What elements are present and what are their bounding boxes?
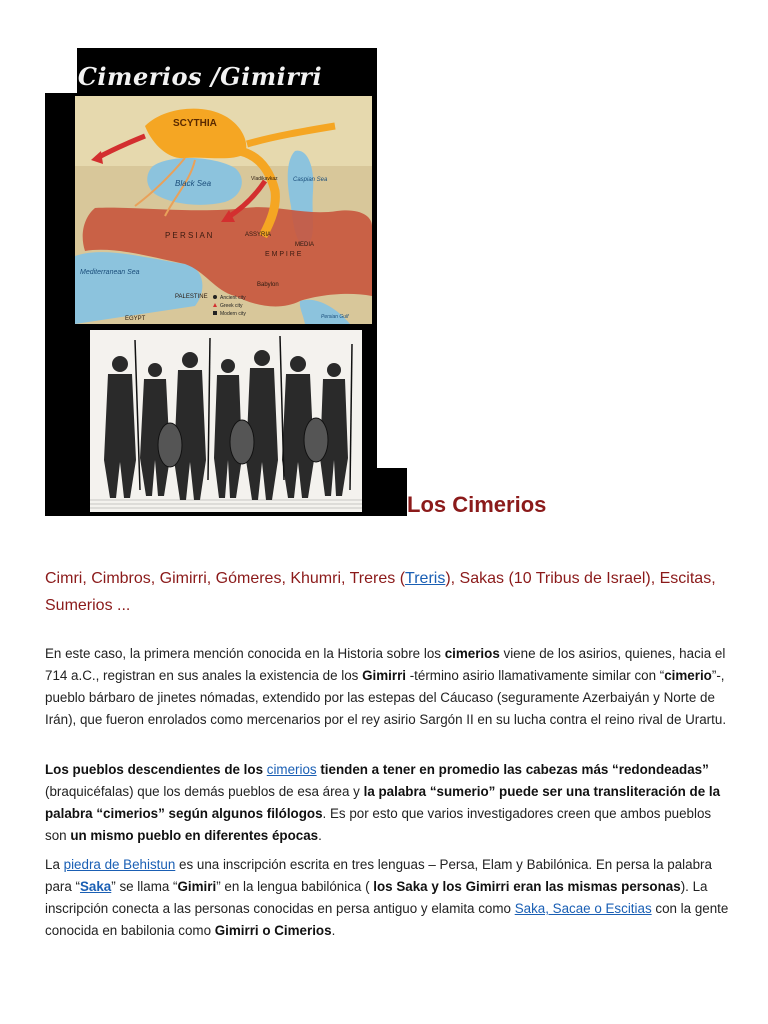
text-run: ). La inscripción conecta a las personas conocidas en persa antiguo y elamita como (45, 879, 708, 916)
text-run: La (45, 857, 64, 872)
page-title: Los Cimerios (407, 492, 547, 517)
text-run: ” se llama “ (111, 879, 178, 894)
text-run: . Es por esto que varios investigadores creen que ambos pueblos son (45, 806, 712, 843)
saka-sacae-link[interactable]: Saka, Sacae o Escitias (514, 901, 652, 916)
legend-greek: Greek city (220, 303, 243, 309)
text-run: -término asirio llamativamente similar con “ (406, 668, 665, 683)
map-label-vladikavkaz: Vladikavkaz (251, 176, 278, 182)
bold-run: un mismo pueblo en diferentes épocas (70, 828, 319, 843)
paragraph-intro (45, 643, 730, 731)
figure-base (377, 468, 407, 516)
map-label-persian: P E R S I A N (165, 231, 213, 240)
bold-run: Gimirri (362, 668, 406, 683)
bold-run: la palabra “sumerio” puede ser una transliteración de la palabra “cimerios” según algunos filólogos (45, 784, 721, 821)
text-run: con la gente conocida en babilonia como (45, 901, 729, 938)
paragraph-behistun (45, 854, 730, 942)
bold-run: tienden a tener en promedio las cabezas más “redondeadas” (316, 762, 709, 777)
map-label-palestine: PALESTINE (175, 294, 208, 300)
text-run: ” en la lengua babilónica ( (216, 879, 374, 894)
shield (304, 418, 328, 462)
bold-run: los Saka y los Gimirri eran las mismas personas (373, 879, 681, 894)
text-run: ”-, pueblo bárbaro de jinetes nómadas, extendido por las estepas del Cáucaso (seguramente Azerbaiyán y Norte de Irán), que fueron enrolados como mercenarios por el rey asirio Sargón II en su lucha contra el reino rival de Urartu. (45, 668, 727, 727)
map-label-assyria: ASSYRIA (245, 232, 272, 238)
text-run: . (318, 828, 322, 843)
text-run: es una inscripción escrita en tres lenguas – Persa, Elam y Babilónica. En persa la palabra para “ (45, 857, 712, 894)
map-label-caspian: Caspian Sea (293, 177, 328, 183)
map-label-egypt: EGYPT (125, 316, 146, 322)
bold-run: Los pueblos descendientes de los (45, 762, 267, 777)
treris-link[interactable]: Treris (405, 570, 446, 587)
legend-modern: Modern city (220, 311, 246, 317)
text-run: . (331, 923, 336, 938)
historical-map (75, 96, 372, 324)
subtitle-text: Cimri, Cimbros, Gimirri, Gómeres, Khumri, Treres ( (45, 570, 406, 587)
map-svg (75, 96, 372, 324)
text-run: En este caso, la primera mención conocida en la Historia sobre los (45, 646, 445, 661)
legend-ancient: Ancient city (220, 295, 246, 301)
map-label-babylon: Babylon (257, 282, 279, 288)
legend-marker (213, 295, 217, 299)
map-label-scythia: SCYTHIA (173, 118, 217, 129)
subtitle-text: ), Sakas (10 Tribus de Israel), Escitas, Sumerios ... (45, 570, 716, 614)
bold-run: cimerio (664, 668, 712, 683)
shield (230, 420, 254, 464)
figure-title: Cimerios /Gimirri (77, 62, 323, 91)
map-label-empire: E M P I R E (265, 251, 302, 258)
engraving-svg (90, 330, 362, 512)
saka-link[interactable]: Saka (79, 879, 112, 894)
bold-run: Gimirri o Cimerios (214, 923, 332, 938)
warriors-engraving (90, 330, 362, 512)
bold-run: Gimiri (177, 879, 217, 894)
bold-run: cimerios (444, 646, 500, 661)
text-run: viene de los asirios, quienes, hacia el 714 a.C., registran en sus anales la existencia de los (45, 646, 726, 683)
legend-marker (213, 311, 217, 315)
behistun-link[interactable]: piedra de Behistun (63, 857, 176, 872)
shield (158, 423, 182, 467)
map-label-persian-gulf: Persian Gulf (321, 314, 349, 320)
map-label-mediterranean: Mediterranean Sea (80, 269, 140, 276)
figure-cutout (377, 48, 407, 468)
cimerios-link[interactable]: cimerios (266, 762, 317, 777)
map-label-black-sea: Black Sea (175, 179, 212, 188)
map-label-media: MEDIA (295, 242, 315, 248)
text-run: (braquicéfalas) que los demás pueblos de esa área y (45, 784, 364, 799)
figure-cutout (45, 48, 77, 93)
subtitle (45, 565, 735, 619)
paragraph-descendants (45, 759, 730, 847)
